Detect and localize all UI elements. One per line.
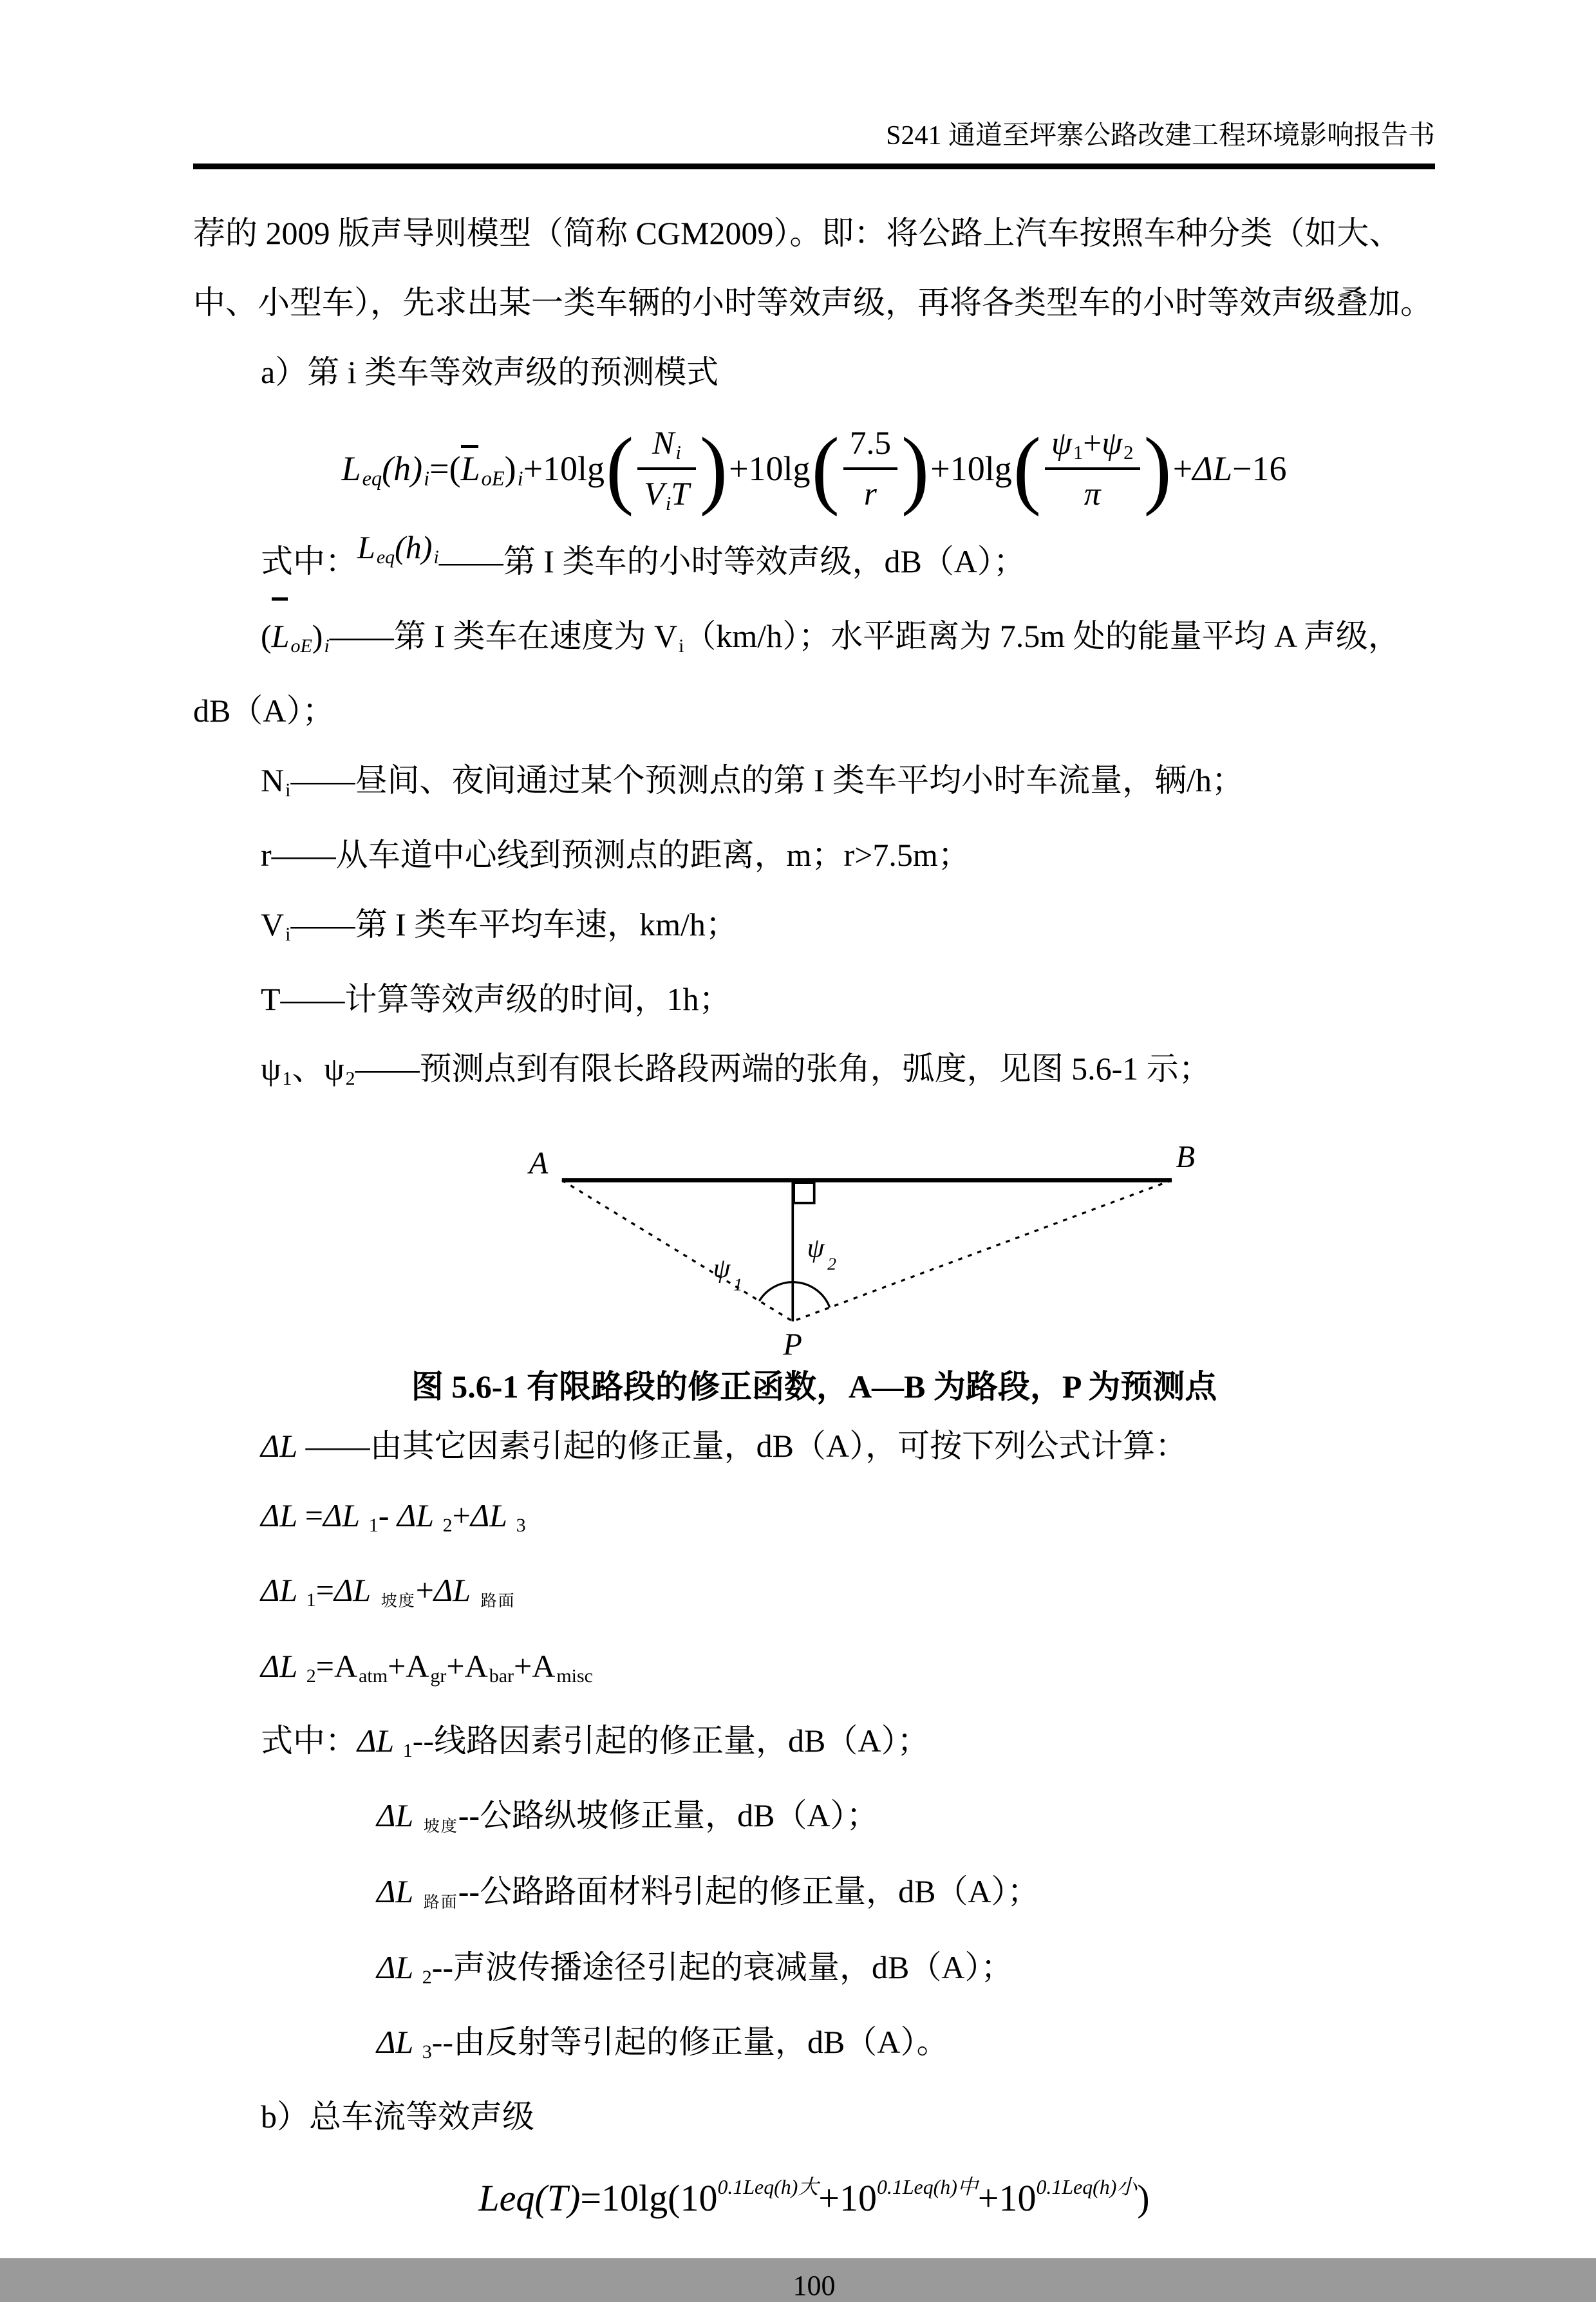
definition-text: 、 <box>292 1050 324 1087</box>
math-token: Leq <box>478 2176 535 2219</box>
psi2-label: ψ <box>807 1232 824 1263</box>
delta-where-5 <box>193 2007 1435 2082</box>
def-line-vi <box>193 890 1435 964</box>
definition-text: ——第 I 类车的小时等效声级，dB（A）； <box>438 543 1026 579</box>
formula1-lhs <box>342 449 605 489</box>
math-token: ) <box>504 449 516 488</box>
math-operator: + <box>415 1571 434 1608</box>
angle-arc <box>759 1282 830 1307</box>
math-token: ΔL <box>323 1497 368 1533</box>
math-sup: 0.1Leq(h)大 <box>717 2175 819 2198</box>
math-sub: eq <box>362 467 382 491</box>
math-token: N <box>261 762 285 798</box>
math-sub: i <box>665 492 671 514</box>
psi1-label: ψ <box>713 1253 730 1284</box>
math-token: ψ <box>1102 424 1123 462</box>
math-token: −16 <box>1232 449 1287 488</box>
paragraph-line-1: 荐的 2009 版声导则模型（简称 CGM2009）。即：将公路上汽车按照车种分类（如大、 <box>193 214 1402 251</box>
math-sub: i <box>285 923 291 945</box>
delta-where-2 <box>193 1781 1435 1857</box>
definition-text: --声波传播途径引起的衰减量，dB（A）； <box>431 1949 1013 1985</box>
math-sub: atm <box>359 1665 388 1687</box>
math-token: A <box>464 1647 488 1684</box>
math-sub: 1 <box>1073 441 1084 463</box>
math-sub: 2 <box>1123 441 1134 463</box>
formula-leq-hourly: Leq(h)i=(LoE)i+10lg ( $\frac{Ni}{\text{ViT}}$ ) +10lg ( $\frac{7.5}{r}$ ) +10lg ( $\frac{\psi 1+\psi 2}{\pi}$ ) +ΔL−16 <box>341 419 1287 518</box>
definition-text: ——预测点到有限长路段两端的张角，弧度，见图 5.6-1 示； <box>355 1050 1211 1087</box>
math-sub-cn: 坡度 <box>380 1592 416 1610</box>
math-token: 10 <box>839 2176 877 2219</box>
delta-where-1 <box>193 1706 1435 1781</box>
delta-eq-2 <box>193 1555 1435 1631</box>
math-token: ΔL <box>433 1571 478 1608</box>
figure-5-6-1 <box>238 1109 1435 1363</box>
section-b-heading: b）总车流等效声级 <box>261 2098 534 2135</box>
fraction-75-r <box>843 424 897 513</box>
point-b-label: B <box>1176 1139 1195 1174</box>
math-sup: 0.1Leq(h)小 <box>1036 2175 1138 2198</box>
fraction-numerator <box>637 424 695 467</box>
math-token: N <box>652 424 675 462</box>
math-token: V <box>261 906 285 942</box>
math-sub: 2 <box>345 1067 355 1089</box>
math-sub: 2 <box>422 1966 432 1988</box>
def-line-loe <box>193 601 1435 676</box>
definition-text: （km/h）；水平距离为 7.5m 处的能量平均 A 声级， <box>684 617 1400 654</box>
definition-text: ——昼间、夜间通过某个预测点的第 I 类车平均小时车流量，辆/h； <box>290 762 1244 798</box>
math-token: ΔL <box>261 1571 305 1608</box>
math-operator: + <box>388 1647 406 1684</box>
math-token: ΔL <box>261 1497 305 1533</box>
math-sub: oE <box>481 467 505 491</box>
math-sub: 1 <box>402 1739 413 1761</box>
delta-where-4 <box>193 1932 1435 2007</box>
sightline-b-p <box>793 1180 1172 1321</box>
math-token: L <box>341 449 361 488</box>
math-sub: 2 <box>442 1514 453 1536</box>
point-p-label: P <box>782 1327 802 1362</box>
def-line-r: r——从车道中心线到预测点的距离，m；r>7.5m； <box>261 836 970 873</box>
header-rule <box>193 164 1435 169</box>
math-sub: 1 <box>306 1589 316 1611</box>
math-operator: + <box>514 1647 532 1684</box>
fraction-denominator <box>637 467 695 513</box>
where-prefix: 式中： <box>261 1722 357 1759</box>
math-operator: + <box>1083 424 1102 462</box>
formula-leq-total <box>193 2151 1435 2245</box>
math-token: ( <box>261 617 272 654</box>
fraction-denominator: r <box>843 467 897 513</box>
math-sub: gr <box>430 1665 447 1687</box>
def-line-t: T——计算等效声级的时间，1h； <box>261 980 731 1017</box>
math-token: ΔL <box>333 1571 379 1608</box>
definition-text: --公路纵坡修正量，dB（A）； <box>458 1797 879 1833</box>
def-line-loe-cont: dB（A）； <box>193 692 335 729</box>
math-operator: + <box>977 2176 999 2219</box>
math-token: =( <box>429 449 461 488</box>
spacer <box>193 169 1435 198</box>
math-sub: 1 <box>368 1514 379 1536</box>
math-sub: i <box>285 779 291 801</box>
formula1-tail <box>1173 449 1287 489</box>
def-line-psi <box>193 1034 1435 1109</box>
psi2-subscript: 2 <box>827 1254 836 1275</box>
fraction-psi-pi <box>1045 424 1140 513</box>
math-token: ΔL <box>377 1949 421 1985</box>
math-operator: = <box>315 1647 334 1684</box>
math-token: ΔL <box>470 1497 515 1533</box>
math-token: (h) <box>395 529 433 565</box>
definition-text: --公路路面材料引起的修正量，dB（A）； <box>458 1873 1040 1909</box>
fraction-numerator: 7.5 <box>849 424 891 462</box>
fraction-numerator <box>1045 424 1140 467</box>
math-token: 10 <box>680 2176 718 2219</box>
math-sub: i <box>675 441 681 463</box>
point-a-label: A <box>529 1145 548 1180</box>
math-operator: + <box>1172 449 1193 488</box>
math-operator: +10lg <box>523 449 605 488</box>
math-token: ) <box>1137 2176 1150 2219</box>
math-token: (h) <box>382 449 423 488</box>
math-operator: +10lg <box>729 449 811 488</box>
math-sub: i <box>424 467 430 491</box>
sightline-a-p <box>561 1180 792 1321</box>
page-number: 100 <box>793 2269 836 2301</box>
math-token: 10 <box>999 2176 1037 2219</box>
math-overbar-L: L <box>272 601 290 671</box>
math-token: ΔL <box>357 1722 402 1759</box>
def-line-ni <box>193 745 1435 820</box>
math-token: ΔL <box>1192 449 1232 488</box>
math-operator: = <box>305 1497 323 1533</box>
math-token: ψ <box>1051 424 1072 462</box>
math-token: V <box>644 475 664 512</box>
math-token: L <box>357 529 375 565</box>
symbol-leq-raised <box>357 512 439 587</box>
paragraph-line-2: 中、小型车），先求出某一类车辆的小时等效声级，再将各类型车的小时等效声级叠加。 <box>193 284 1432 321</box>
definition-text: --线路因素引起的修正量，dB（A）； <box>412 1722 930 1759</box>
delta-eq-1 <box>193 1481 1435 1555</box>
where-line-leq <box>193 527 1435 601</box>
fraction-denominator: π <box>1045 467 1140 513</box>
math-operator: =10lg( <box>580 2176 681 2219</box>
math-sub-cn: 坡度 <box>423 1817 458 1835</box>
math-sub: eq <box>376 546 395 568</box>
math-sub: 3 <box>516 1514 526 1536</box>
definition-text: ——由其它因素引起的修正量，dB（A），可按下列公式计算： <box>297 1427 1188 1464</box>
math-token: ψ <box>324 1050 344 1087</box>
math-token: ΔL <box>377 2023 421 2060</box>
delta-intro-line <box>193 1411 1435 1481</box>
math-sub-cn: 路面 <box>423 1893 458 1911</box>
delta-where-3 <box>193 1857 1435 1932</box>
math-sub-cn: 路面 <box>480 1592 516 1610</box>
math-sub: i <box>433 546 439 568</box>
where-prefix: 式中： <box>261 543 357 579</box>
math-token: A <box>532 1647 556 1684</box>
math-token: T <box>671 475 690 512</box>
math-token: A <box>406 1647 429 1684</box>
right-angle-marker <box>794 1183 814 1203</box>
math-sup: 0.1Leq(h)中 <box>876 2175 978 2198</box>
math-overbar-L: L <box>460 449 480 488</box>
math-operator: +10lg <box>930 449 1012 488</box>
math-token: ΔL <box>261 1647 305 1684</box>
definition-text: ——第 I 类车平均车速，km/h； <box>290 906 738 942</box>
math-operator: + <box>446 1647 465 1684</box>
math-sub: i <box>517 467 523 491</box>
angle-diagram <box>435 1109 1239 1360</box>
math-sub: 3 <box>422 2041 432 2063</box>
math-token: A <box>333 1647 358 1684</box>
fraction-ni-vit <box>637 424 695 513</box>
math-token: ΔL <box>261 1427 298 1464</box>
math-operator: + <box>818 2176 840 2219</box>
math-sub: 1 <box>282 1067 292 1089</box>
delta-eq-3 <box>193 1631 1435 1706</box>
psi1-subscript: 1 <box>733 1274 742 1295</box>
math-token: ψ <box>261 1050 281 1087</box>
math-sub: oE <box>290 635 312 657</box>
math-sub: bar <box>489 1665 514 1687</box>
running-header: S241 通道至坪寨公路改建工程环境影响报告书 <box>886 121 1435 151</box>
math-token: ΔL <box>377 1797 421 1833</box>
math-token: ΔL <box>397 1497 442 1533</box>
definition-text: ——第 I 类车在速度为 V <box>329 617 678 654</box>
math-sub: i <box>324 635 330 657</box>
math-operator: + <box>452 1497 471 1533</box>
definition-text: --由反射等引起的修正量，dB（A）。 <box>431 2023 949 2060</box>
math-token: (T) <box>534 2176 581 2219</box>
math-token: ΔL <box>377 1873 421 1909</box>
math-sub: misc <box>556 1665 593 1687</box>
math-operator: = <box>315 1571 334 1608</box>
math-sub: 2 <box>306 1665 316 1687</box>
math-operator: - <box>378 1497 397 1533</box>
figure-caption: 图 5.6-1 有限路段的修正函数，A—B 为路段，P 为预测点 <box>411 1368 1217 1405</box>
math-token: ) <box>312 617 323 654</box>
section-a-heading: a）第 i 类车等效声级的预测模式 <box>261 353 719 390</box>
math-sub: i <box>679 635 684 657</box>
